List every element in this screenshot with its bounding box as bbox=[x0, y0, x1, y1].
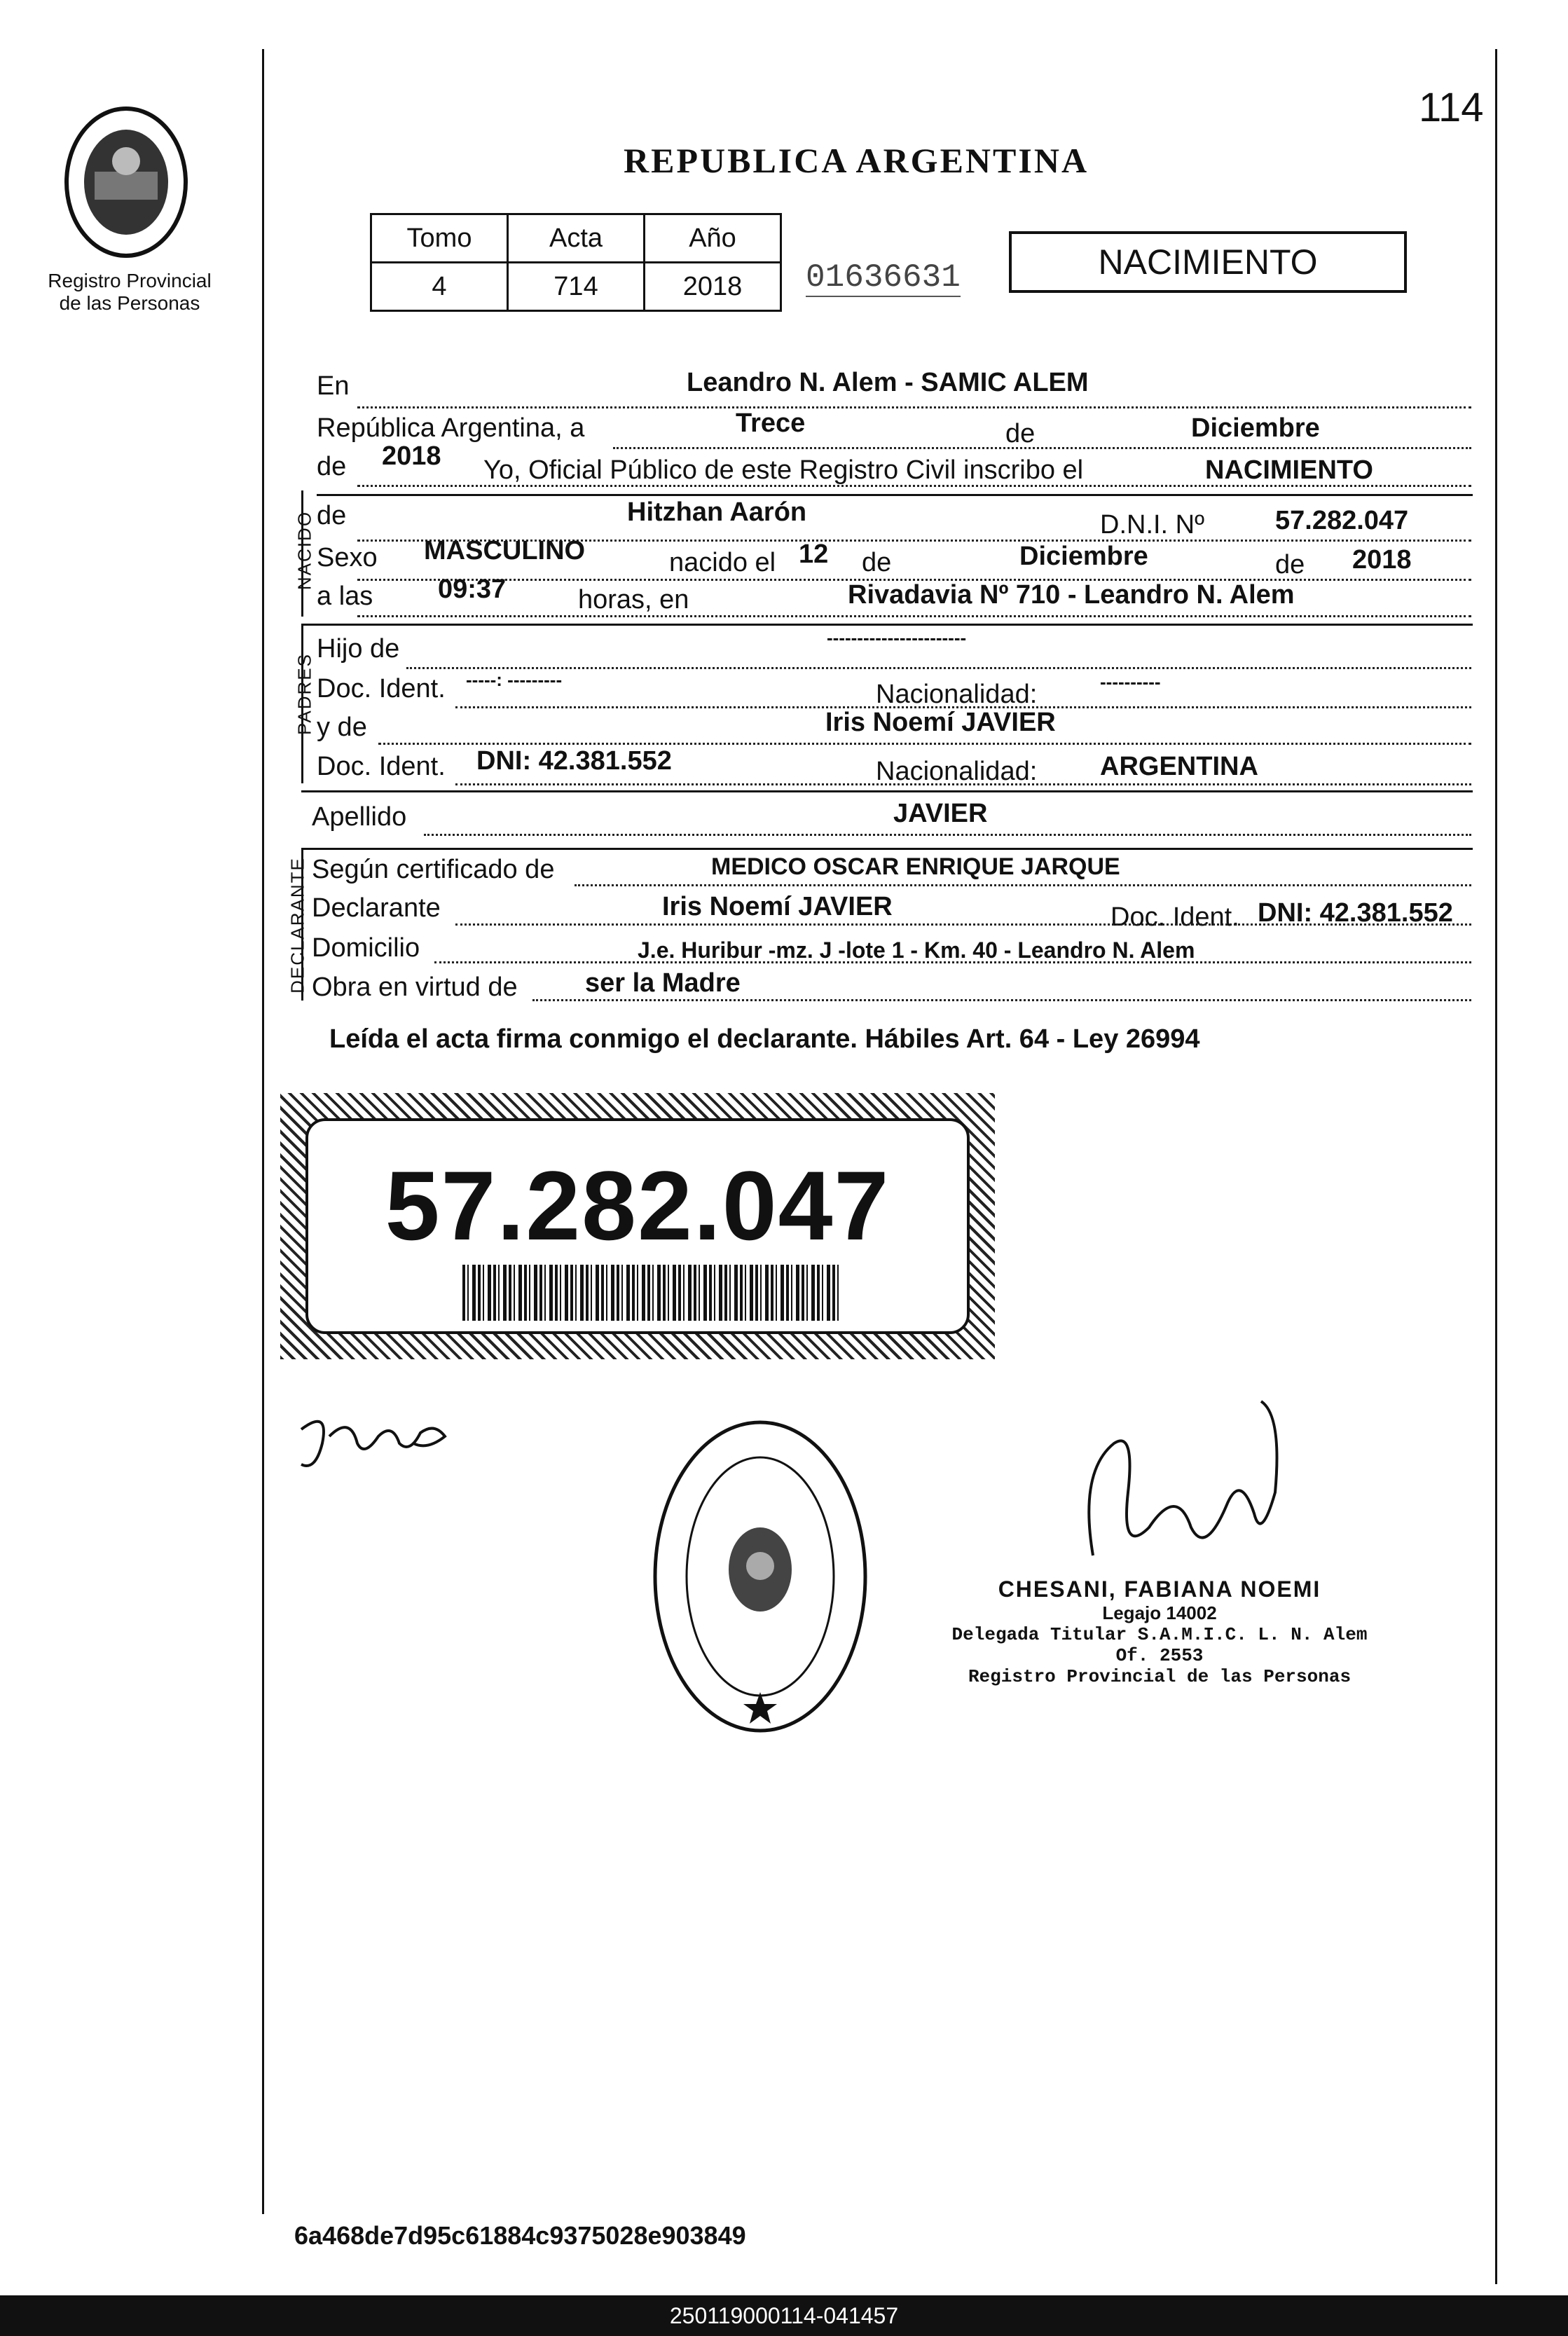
hijo-value: ----------------------- bbox=[827, 627, 967, 648]
dotted-line bbox=[455, 923, 1471, 926]
de2-label: de bbox=[317, 452, 347, 481]
de-label: de bbox=[1005, 419, 1036, 448]
official-name: CHESANI, FABIANA NOEMI bbox=[998, 1576, 1321, 1602]
birth-day: 12 bbox=[799, 540, 829, 569]
doc2-label: Doc. Ident. bbox=[317, 752, 446, 781]
dotted-line bbox=[613, 447, 1471, 449]
birth-month: Diciembre bbox=[1019, 542, 1148, 571]
birth-year: 2018 bbox=[1352, 545, 1412, 575]
apellido-label: Apellido bbox=[312, 802, 407, 832]
page-number: 114 bbox=[1419, 85, 1484, 130]
dni-label: D.N.I. Nº bbox=[1100, 510, 1204, 540]
birth-address: Rivadavia Nº 710 - Leandro N. Alem bbox=[848, 580, 1295, 610]
official-title: Delegada Titular S.A.M.I.C. L. N. Alem Of. 2553 bbox=[951, 1624, 1368, 1666]
hijo-label: Hijo de bbox=[317, 634, 400, 664]
dotted-line bbox=[455, 783, 1471, 785]
year-value: 2018 bbox=[382, 441, 441, 471]
child-dni: 57.282.047 bbox=[1275, 506, 1409, 535]
footer-code: 250119000114-041457 bbox=[0, 2295, 1568, 2336]
closing-text: Leída el acta firma conmigo el declarante. Hábiles Art. 64 - Ley 26994 bbox=[329, 1024, 1200, 1054]
obra-value: ser la Madre bbox=[585, 968, 741, 998]
rule bbox=[301, 790, 1473, 792]
dotted-line bbox=[406, 667, 1471, 669]
declarante-label: Declarante bbox=[312, 893, 441, 923]
ref-header-acta: Acta bbox=[508, 214, 645, 263]
dotted-line bbox=[357, 406, 1471, 408]
act-value: NACIMIENTO bbox=[1205, 455, 1373, 485]
ref-header-anio: Año bbox=[645, 214, 781, 263]
dotted-line bbox=[378, 743, 1471, 745]
doc1-value: -----: --------- bbox=[466, 669, 563, 690]
record-type-box: NACIMIENTO bbox=[1009, 231, 1407, 293]
ref-value-tomo: 4 bbox=[371, 263, 508, 311]
dni-banner-inner bbox=[305, 1118, 970, 1334]
domicilio-value: J.e. Huribur -mz. J -lote 1 - Km. 40 - Leandro N. Alem bbox=[638, 937, 1195, 963]
official-org: Registro Provincial de las Personas bbox=[968, 1666, 1352, 1687]
obra-label: Obra en virtud de bbox=[312, 973, 518, 1002]
registry-seal-icon bbox=[648, 1415, 872, 1738]
ref-value-anio: 2018 bbox=[645, 263, 781, 311]
decl-doc-value: DNI: 42.381.552 bbox=[1258, 898, 1453, 928]
de-label: de bbox=[1275, 550, 1305, 579]
birth-time: 09:37 bbox=[438, 575, 507, 604]
alas-label: a las bbox=[317, 582, 373, 611]
nac1-label: Nacionalidad: bbox=[876, 680, 1038, 709]
declarant-signature-icon bbox=[287, 1401, 455, 1478]
yo-text: Yo, Oficial Público de este Registro Civil inscribo el bbox=[483, 455, 1084, 485]
nac2-label: Nacionalidad: bbox=[876, 757, 1038, 786]
official-signature-icon bbox=[1051, 1387, 1289, 1583]
dotted-line bbox=[357, 615, 1471, 617]
republic-label: República Argentina, a bbox=[317, 413, 585, 443]
month-value: Diciembre bbox=[1191, 413, 1320, 443]
ref-value-acta: 714 bbox=[508, 263, 645, 311]
section-label-nacido: NACIDO bbox=[294, 510, 315, 591]
section-label-declarante: DECLARANTE bbox=[287, 857, 308, 994]
dotted-line bbox=[357, 485, 1471, 487]
domicilio-label: Domicilio bbox=[312, 933, 420, 963]
dotted-line bbox=[424, 834, 1471, 836]
document-hash: 6a468de7d95c61884c9375028e903849 bbox=[294, 2221, 746, 2250]
sexo-label: Sexo bbox=[317, 543, 378, 572]
nac1-value: ---------- bbox=[1100, 671, 1161, 692]
serial-stamp: 01636631 bbox=[806, 259, 961, 296]
cert-label: Según certificado de bbox=[312, 855, 555, 884]
cert-value: MEDICO OSCAR ENRIQUE JARQUE bbox=[711, 853, 1120, 880]
rule bbox=[317, 494, 1473, 496]
mother-name: Iris Noemí JAVIER bbox=[825, 708, 1056, 737]
en-label: En bbox=[317, 371, 350, 401]
mother-dni: DNI: 42.381.552 bbox=[476, 746, 672, 776]
official-block bbox=[932, 1576, 1387, 1687]
ref-table bbox=[370, 213, 782, 312]
dni-banner bbox=[280, 1093, 995, 1359]
yde-label: y de bbox=[317, 713, 367, 742]
rule bbox=[301, 848, 1473, 850]
official-legajo: Legajo 14002 bbox=[1102, 1602, 1217, 1623]
left-margin-line bbox=[262, 49, 264, 2214]
horas-label: horas, en bbox=[578, 585, 689, 614]
place-value: Leandro N. Alem - SAMIC ALEM bbox=[687, 368, 1089, 397]
banner-number: 57.282.047 bbox=[385, 1150, 890, 1260]
nacido-de-label: de bbox=[317, 501, 347, 530]
barcode-icon bbox=[462, 1265, 841, 1321]
province-logo-icon bbox=[56, 105, 196, 266]
nacido-el-label: nacido el bbox=[669, 548, 776, 577]
doc1-label: Doc. Ident. bbox=[317, 674, 446, 703]
ref-header-tomo: Tomo bbox=[371, 214, 508, 263]
declarante-value: Iris Noemí JAVIER bbox=[662, 892, 893, 921]
rule bbox=[301, 624, 1473, 626]
mother-nationality: ARGENTINA bbox=[1100, 752, 1258, 781]
day-word: Trece bbox=[736, 408, 806, 438]
right-margin-line bbox=[1495, 49, 1497, 2284]
apellido-value: JAVIER bbox=[893, 799, 988, 828]
dotted-line bbox=[532, 999, 1471, 1001]
decl-doc-label: Doc. Ident. bbox=[1110, 902, 1239, 932]
country-title: REPUBLICA ARGENTINA bbox=[624, 141, 1089, 180]
section-label-padres: PADRES bbox=[294, 653, 315, 735]
child-name: Hitzhan Aarón bbox=[627, 497, 807, 527]
dotted-line bbox=[575, 884, 1471, 886]
org-name: Registro Provincial de las Personas bbox=[48, 270, 212, 314]
de-label: de bbox=[862, 548, 892, 577]
dotted-line bbox=[434, 961, 1471, 963]
sexo-value: MASCULINO bbox=[424, 536, 586, 565]
